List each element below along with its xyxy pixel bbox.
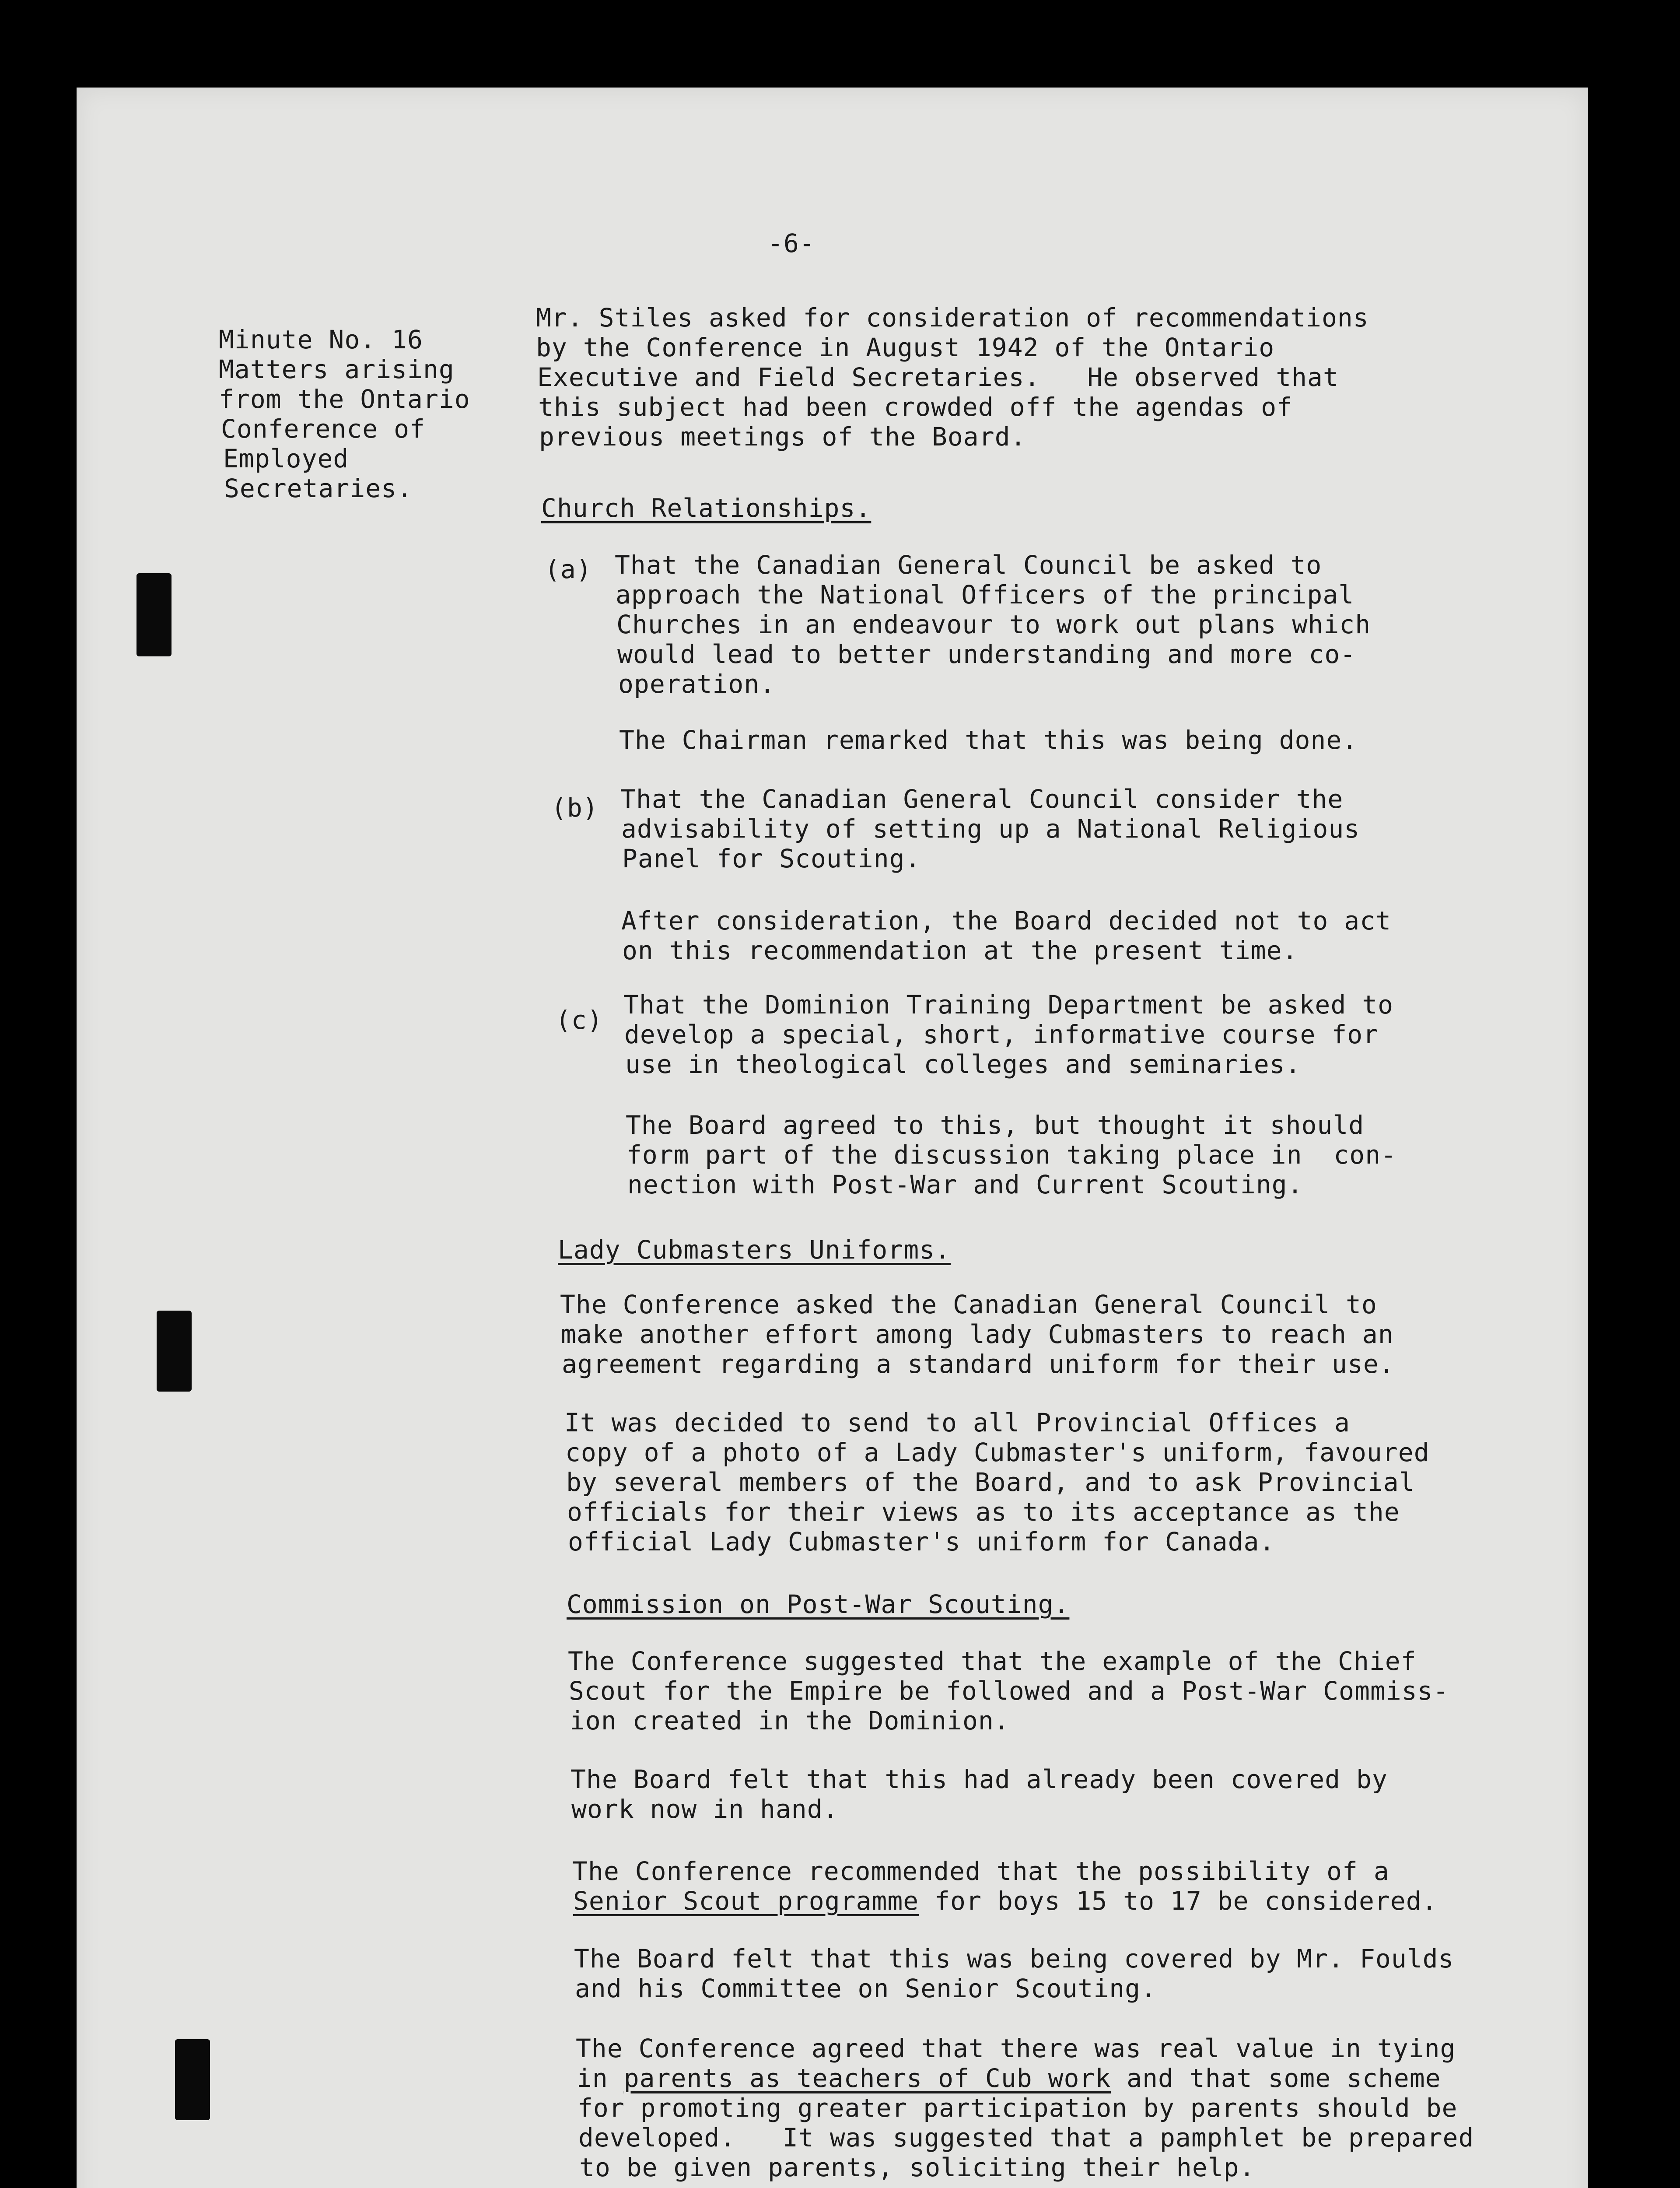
cubmasters-heading: Lady Cubmasters Uniforms. [558,1235,951,1265]
intro-line: previous meetings of the Board. [539,422,1026,452]
parents-as-teachers-underlined: parents as teachers of Cub work [623,2063,1111,2093]
intro-line: Executive and Field Secretaries. He observed that [537,362,1339,392]
item-c-response: nection with Post-War and Current Scouting. [627,1170,1303,1199]
intro-line: this subject had been crowded off the agendas of [538,392,1293,422]
cubmasters-p2-line: officials for their views as to its acceptance as the [567,1497,1400,1527]
postwar-p1-line: ion created in the Dominion. [570,1706,1010,1736]
postwar-p5-line: The Conference agreed that there was real value in tying [576,2034,1456,2063]
postwar-p5-line2-rest: and that some scheme [1111,2063,1441,2093]
item-b-line: advisability of setting up a National Religious [621,814,1360,844]
item-b-response: After consideration, the Board decided not to act [621,906,1392,936]
postwar-p5-line: to be given parents, soliciting their help. [579,2153,1255,2182]
item-a-line: Churches in an endeavour to work out plans which [616,610,1371,639]
item-b-label: (b) [551,793,598,823]
item-b-line: Panel for Scouting. [622,844,921,873]
item-a-line: would lead to better understanding and more co- [617,639,1356,669]
postwar-p2-line: work now in hand. [571,1794,839,1824]
item-c-line: use in theological colleges and seminaries. [625,1049,1301,1079]
postwar-p4-line: The Board felt that this was being covered by Mr. Foulds [574,1944,1454,1974]
cubmasters-p2-line: by several members of the Board, and to ask Provincial [566,1467,1415,1497]
postwar-p1-line: The Conference suggested that the example of the Chief [568,1646,1417,1676]
postwar-p4-line: and his Committee on Senior Scouting. [575,1974,1157,2003]
postwar-p5-line: for promoting greater participation by parents should be [578,2093,1458,2123]
item-a-line: approach the National Officers of the principal [616,580,1354,610]
item-a-response: The Chairman remarked that this was being done. [619,725,1358,755]
postwar-p5-line2 [577,2062,1441,2094]
intro-line: by the Conference in August 1942 of the Ontario [536,333,1275,362]
cubmasters-p2-line: copy of a photo of a Lady Cubmaster's uniform, favoured [565,1438,1430,1467]
intro-line: Mr. Stiles asked for consideration of recommendations [536,303,1369,333]
minute-line: from the Ontario [219,384,470,414]
postwar-p2-line: The Board felt that this had already been covered by [570,1764,1388,1794]
item-b-response: on this recommendation at the present time. [622,936,1298,965]
minute-line: Matters arising [219,354,455,384]
postwar-p3-line2 [573,1885,1438,1917]
minute-line: Secretaries. [224,473,413,503]
item-b-line: That the Canadian General Council consider the [620,784,1344,814]
page-number: -6- [768,228,815,258]
item-c-label: (c) [556,1005,603,1035]
item-c-line: That the Dominion Training Department be asked to [623,990,1394,1020]
binding-mark-middle [157,1311,192,1392]
cubmasters-p1-line: make another effort among lady Cubmasters to reach an [561,1319,1394,1349]
church-heading: Church Relationships. [541,493,872,523]
item-a-label: (a) [545,554,592,584]
item-a-line: operation. [618,669,776,699]
cubmasters-p2-line: official Lady Cubmaster's uniform for Canada. [568,1527,1275,1557]
postwar-p3-line2-rest: for boys 15 to 17 be considered. [919,1886,1438,1916]
postwar-p5-line: developed. It was suggested that a pamphlet be prepared [578,2123,1474,2153]
item-c-line: develop a special, short, informative course for [624,1020,1379,1049]
minute-line: Minute No. 16 [219,325,423,354]
binding-mark-top [136,573,172,656]
cubmasters-p1-line: The Conference asked the Canadian General Council to [560,1290,1377,1319]
postwar-heading: Commission on Post-War Scouting. [567,1589,1070,1619]
postwar-p3-line: The Conference recommended that the possibility of a [572,1856,1390,1886]
cubmasters-p1-line: agreement regarding a standard uniform for their use. [562,1349,1395,1379]
senior-scout-programme-underlined: Senior Scout programme [573,1886,919,1916]
postwar-p1-line: Scout for the Empire be followed and a Post-War Commiss- [569,1676,1449,1706]
cubmasters-p2-line: It was decided to send to all Provincial Offices a [564,1408,1350,1438]
binding-mark-bottom [175,2039,210,2120]
item-c-response: form part of the discussion taking place in con- [626,1140,1397,1170]
minute-line: Conference of [221,414,425,444]
minute-line: Employed [223,444,349,473]
item-c-response: The Board agreed to this, but thought it should [626,1110,1365,1140]
item-a-line: That the Canadian General Council be asked to [615,550,1322,580]
postwar-p5-line2-pre: in [577,2063,624,2093]
